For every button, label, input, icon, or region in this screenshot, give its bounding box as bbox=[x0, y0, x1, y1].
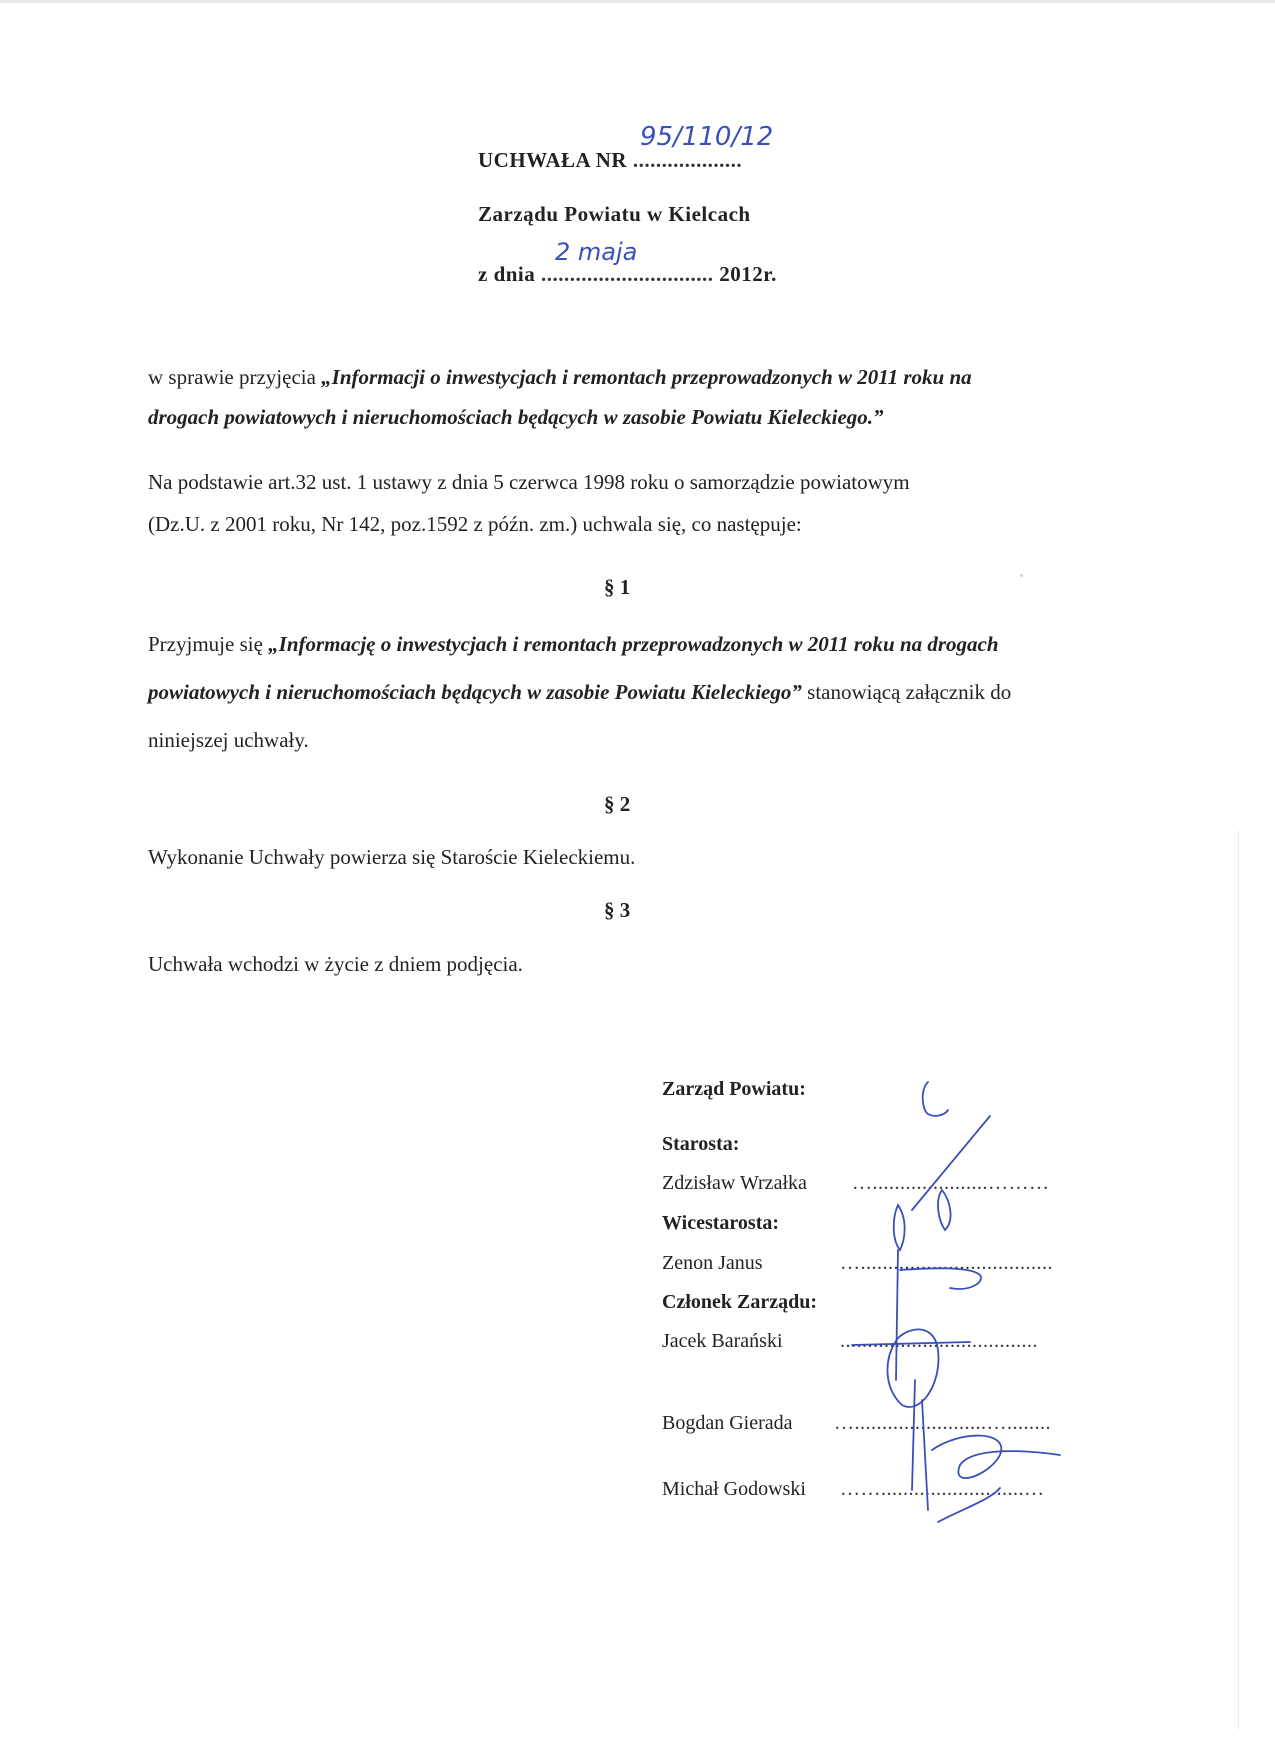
section-3-text: Uchwała wchodzi w życie z dniem podjęcia. bbox=[148, 952, 523, 976]
subject-line-1 bbox=[148, 365, 972, 389]
signature-stroke-9 bbox=[912, 1380, 915, 1490]
scan-edge-line bbox=[1238, 830, 1239, 1730]
role-czlonek: Członek Zarządu: bbox=[662, 1291, 817, 1313]
issuing-body: Zarządu Powiatu w Kielcach bbox=[478, 202, 751, 226]
name-godowski: Michał Godowski bbox=[662, 1478, 806, 1500]
name-baranski: Jacek Barański bbox=[662, 1330, 783, 1352]
name-starosta: Zdzisław Wrzałka bbox=[662, 1172, 807, 1194]
handwritten-signature bbox=[850, 1070, 1100, 1530]
signature-stroke-4 bbox=[894, 1205, 905, 1250]
name-gierada: Bogdan Gierada bbox=[662, 1412, 793, 1434]
dots-godowski: ……..........................… bbox=[840, 1478, 1045, 1500]
signature-stroke-1 bbox=[923, 1082, 948, 1116]
section-2-text: Wykonanie Uchwały powierza się Staroście Kieleckiemu. bbox=[148, 845, 636, 869]
signature-line-gierada bbox=[662, 1412, 1051, 1435]
section-1-mark: § 1 bbox=[604, 575, 631, 599]
resolution-number-handwritten: 95/110/12 bbox=[640, 122, 774, 152]
date-suffix: 2012r. bbox=[719, 262, 777, 286]
signature-line-starosta bbox=[662, 1172, 1050, 1195]
subject-title-2: drogach powiatowych i nieruchomościach będących w zasobie Powiatu Kieleckiego.” bbox=[148, 405, 884, 429]
date-dots: .............................. bbox=[541, 262, 714, 286]
name-wicestarosta: Zenon Janus bbox=[662, 1252, 763, 1274]
legal-basis-1 bbox=[148, 470, 1073, 494]
subject-lead: w sprawie przyjęcia bbox=[148, 365, 322, 389]
signature-stroke-2 bbox=[912, 1116, 990, 1210]
signature-stroke-11 bbox=[932, 1436, 1060, 1479]
date-prefix: z dnia bbox=[478, 262, 536, 286]
date-handwritten: 2 maja bbox=[555, 238, 638, 266]
section-1-title-2: powiatowych i nieruchomościach będących w zasobie Powiatu Kieleckiego” bbox=[148, 680, 802, 704]
scan-speck bbox=[1020, 574, 1023, 577]
dots-baranski: .................................... bbox=[840, 1330, 1038, 1352]
dots-wicestarosta: …................................... bbox=[840, 1252, 1053, 1274]
signature-line-godowski bbox=[662, 1478, 1045, 1501]
scan-edge bbox=[0, 0, 1275, 3]
role-starosta: Starosta: bbox=[662, 1133, 740, 1155]
signature-line-baranski bbox=[662, 1330, 1038, 1353]
board-heading: Zarząd Powiatu: bbox=[662, 1078, 806, 1100]
dots-starosta: ….....................……… bbox=[852, 1172, 1050, 1194]
section-1-line-3: niniejszej uchwały. bbox=[148, 728, 309, 752]
role-wicestarosta: Wicestarosta: bbox=[662, 1212, 780, 1234]
subject-title-1: „Informacji o inwestycjach i remontach przeprowadzonych w 2011 roku na bbox=[321, 365, 972, 389]
resolution-number-dots: ................... bbox=[632, 148, 743, 172]
legal-basis-1-text: Na podstawie art.32 ust. 1 ustawy z dnia 5 czerwca 1998 roku o samorządzie powiatowym bbox=[148, 470, 910, 494]
section-2-mark: § 2 bbox=[604, 792, 631, 816]
signature-line-wicestarosta bbox=[662, 1252, 1053, 1275]
section-1-suffix: stanowiącą załącznik do bbox=[801, 680, 1012, 704]
section-1-line-2 bbox=[148, 680, 1011, 704]
resolution-title-label: UCHWAŁA NR bbox=[478, 148, 628, 172]
signature-stroke-3 bbox=[938, 1190, 951, 1230]
section-1-prefix: Przyjmuje się bbox=[148, 632, 269, 656]
legal-basis-2: (Dz.U. z 2001 roku, Nr 142, poz.1592 z późn. zm.) uchwala się, co następuje: bbox=[148, 512, 802, 536]
section-1-title-1: „Informację o inwestycjach i remontach przeprowadzonych w 2011 roku na drogach bbox=[268, 632, 999, 656]
dots-gierada: …........................…........ bbox=[834, 1412, 1051, 1434]
section-1-line-1 bbox=[148, 632, 999, 656]
section-3-mark: § 3 bbox=[604, 898, 631, 922]
